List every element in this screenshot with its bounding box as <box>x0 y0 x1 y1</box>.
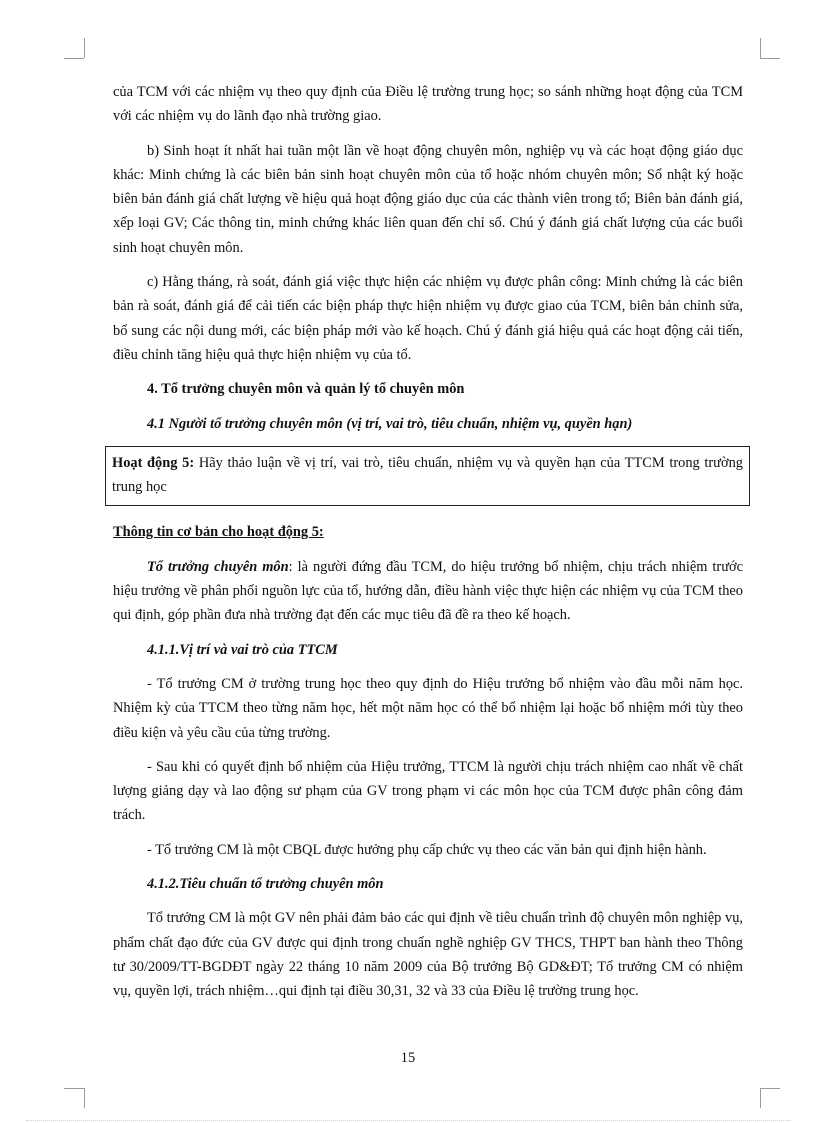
activity-5-label: Hoạt động 5: <box>112 454 195 471</box>
paragraph-c: c) Hằng tháng, rà soát, đánh giá việc thực hiện các nhiệm vụ được phân công: Minh chứng là các biên bản rà soát, đánh giá để cải tiến các biện pháp thực hiện nhiệm vụ được giao của TCM, biên bản chỉnh sửa, bổ sung các nội dung mới, các biện pháp mới vào kế hoạch. Chú ý đánh giá hiệu quả các hoạt động cải tiến, điều chỉnh tăng hiệu quả thực hiện nhiệm vụ của tổ. <box>113 274 743 363</box>
crop-mark-top-left-v <box>84 38 85 58</box>
subsection-4-1-2-heading: 4.1.2.Tiêu chuẩn tổ trưởng chuyên môn <box>147 876 384 893</box>
footer-dotted-line <box>26 1120 790 1121</box>
crop-mark-top-left-h <box>64 58 84 59</box>
activity-5-box <box>105 446 750 507</box>
paragraph-intro: của TCM với các nhiệm vụ theo quy định của Điều lệ trường trung học; so sánh những hoạt động của TCM với các nhiệm vụ do lãnh đạo nhà trường giao. <box>113 84 743 125</box>
page-number: 15 <box>400 1050 416 1066</box>
s412-paragraph-1: Tổ trưởng CM là một GV nên phải đảm bảo các qui định về tiêu chuẩn trình độ chuyên môn nghiệp vụ, phẩm chất đạo đức của GV được qui định trong chuẩn nghề nghiệp GV THCS, THPT ban hành theo Thông tư 30/2009/TT-BGDĐT ngày 22 tháng 10 năm 2009 của Bộ trưởng Bộ GD&ĐT; Tổ trưởng CM có nhiệm vụ, quyền lợi, trách nhiệm…qui định tại điều 30,31, 32 và 33 của Điều lệ trường trung học. <box>113 910 743 1000</box>
s411-paragraph-3: - Tổ trưởng CM là một CBQL được hưởng phụ cấp chức vụ theo các văn bản qui định hiện hành. <box>147 841 707 858</box>
crop-mark-bottom-right-h <box>760 1088 780 1089</box>
definition-text: : là người đứng đầu TCM, do hiệu trưởng bổ nhiệm, chịu trách nhiệm trước hiệu trưởng về phân phối nguồn lực của tổ, hướng dẫn, điều hành việc thực hiện các nhiệm vụ của TCM theo qui định, góp phần đưa nhà trường đạt đến các mục tiêu đã đề ra theo kế hoạch. <box>113 558 744 624</box>
activity-5-text: Hãy thảo luận về vị trí, vai trò, tiêu chuẩn, nhiệm vụ và quyền hạn của TTCM trong trường trung học <box>112 454 743 496</box>
s411-paragraph-1: - Tổ trưởng CM ở trường trung học theo quy định do Hiệu trưởng bổ nhiệm vào đầu mỗi năm học. Nhiệm kỳ của TTCM theo từng năm học, hết một năm học có thể bổ nhiệm lại hoặc bổ nhiệm mới tùy theo điều kiện và yêu cầu của từng trường. <box>113 675 743 741</box>
definition-paragraph <box>113 555 743 628</box>
crop-mark-bottom-right-v <box>760 1088 761 1108</box>
crop-mark-bottom-left-h <box>64 1088 84 1089</box>
subsection-4-1-heading: 4.1 Người tổ trưởng chuyên môn (vị trí, vai trò, tiêu chuẩn, nhiệm vụ, quyền hạn) <box>147 415 633 432</box>
crop-mark-top-right-h <box>760 58 780 59</box>
paragraph-b: b) Sinh hoạt ít nhất hai tuần một lần về hoạt động chuyên môn, nghiệp vụ và các hoạt động giáo dục khác: Minh chứng là các biên bản sinh hoạt chuyên môn của tổ hoặc nhóm chuyên môn; Sổ nhật ký hoặc biên bản đánh giá chất lượng về hiệu quả hoạt động giáo dục của các thành viên trong tổ; Biên bản đánh giá, xếp loại GV; Các thông tin, minh chứng khác liên quan đến chỉ số. Chú ý đánh giá chất lượng của các buổi sinh hoạt chuyên môn. <box>113 142 743 256</box>
crop-mark-top-right-v <box>760 38 761 58</box>
s411-paragraph-2: - Sau khi có quyết định bổ nhiệm của Hiệu trưởng, TTCM là người chịu trách nhiệm cao nhất về chất lượng giảng dạy và lao động sư phạm của GV trong phạm vi các môn học của TCM được phân công đảm trách. <box>113 758 743 824</box>
subsection-4-1-1-heading: 4.1.1.Vị trí và vai trò của TTCM <box>147 641 338 658</box>
section-4-heading: 4. Tổ trưởng chuyên môn và quản lý tổ chuyên môn <box>147 381 465 398</box>
crop-mark-bottom-left-v <box>84 1088 85 1108</box>
page-content <box>113 80 743 1014</box>
definition-term: Tổ trưởng chuyên môn <box>147 558 289 575</box>
basic-info-heading: Thông tin cơ bản cho hoạt động 5: <box>113 524 324 541</box>
